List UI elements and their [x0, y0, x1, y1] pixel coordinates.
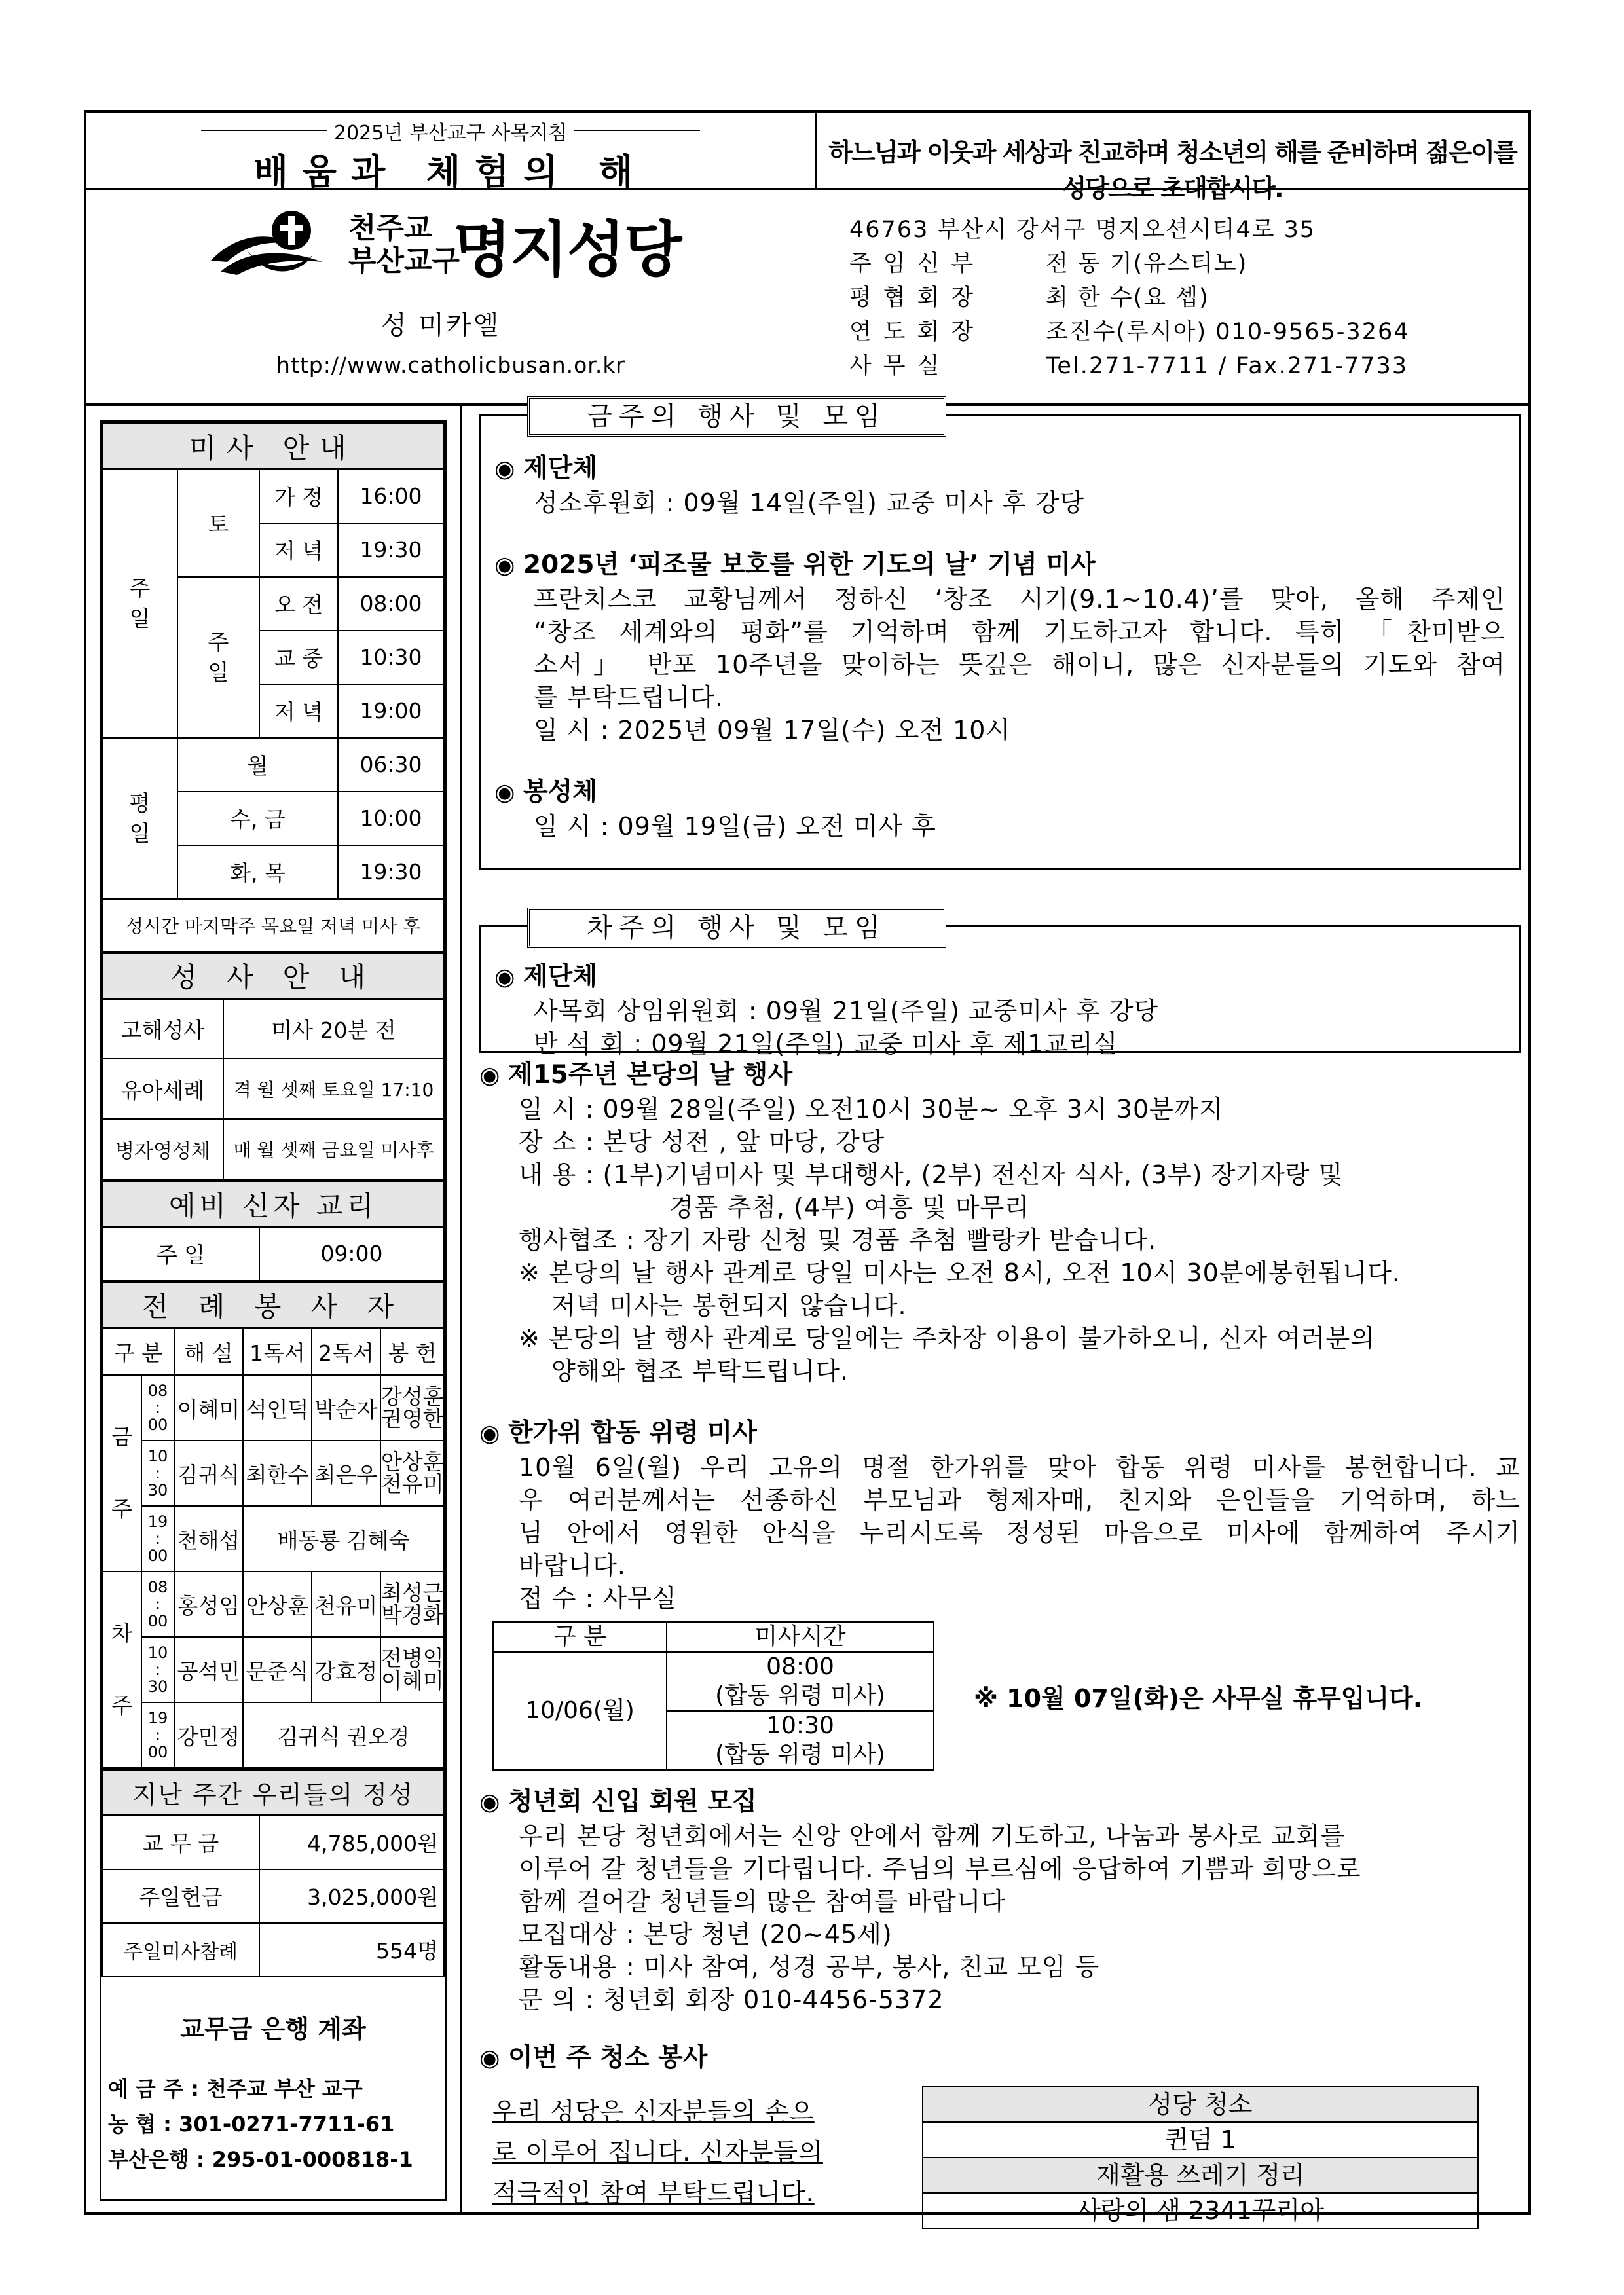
bullet-icon: ◉ [494, 779, 523, 806]
sacrament-title: 성 사 안 내 [102, 953, 444, 999]
item-text: 프란치스코 교황님께서 정하신 ‘창조 시기(9.1~10.4)’를 맞아, 올해 주제인 [534, 585, 1505, 614]
next-week-box [479, 913, 1521, 1058]
mass-title: 미사 안내 [102, 424, 444, 469]
bullet-icon: ◉ [479, 2045, 508, 2072]
liturgy-readers: 김귀식 권오경 [243, 1702, 444, 1768]
item-heading [494, 452, 1505, 487]
item-heading-text: 봉성체 [523, 777, 597, 807]
bullet-icon: ◉ [479, 1789, 508, 1816]
table-header: 구 분 [493, 1622, 667, 1652]
liturgy-title: 전 례 봉 사 자 [102, 1282, 444, 1328]
item-text: 장 소 : 본당 성전 , 앞 마당, 강당 [519, 1128, 885, 1156]
sacrament-value: 격 월 셋째 토요일 17:10 [223, 1059, 444, 1119]
item-text: 사목회 상임위원회 : 09월 21일(주일) 교중미사 후 강당 [534, 997, 1159, 1025]
mass-time: 19:00 [338, 684, 444, 738]
offering-name: 주일미사참례 [102, 1923, 259, 1977]
staff-row [849, 349, 1410, 383]
liturgy-commentator: 공석민 [174, 1637, 243, 1702]
mass-name: 저 녁 [259, 523, 338, 577]
bullet-icon: ◉ [494, 964, 523, 991]
logo-text-line1: 천주교 [348, 211, 432, 245]
item-heading [479, 2041, 1521, 2076]
mass-time: 16:00 [338, 469, 444, 523]
item-text: 일 시 : 09월 19일(금) 오전 미사 후 [534, 812, 936, 841]
sacrament-value: 매 월 셋째 금요일 미사후 [223, 1119, 444, 1179]
bank-info [101, 1977, 445, 2177]
item-text: 님 안에서 영원한 안식을 누리시도록 정성된 마음으로 미사에 함께하여 주시기 [519, 1518, 1521, 1547]
mass-name: 오 전 [259, 577, 338, 631]
sunday-label: 주 일 [102, 469, 177, 738]
chuseok-mass-table [492, 1621, 934, 1771]
liturgy-reader2: 강효정 [312, 1637, 380, 1702]
mass-slot-time: 08:00 [766, 1653, 834, 1680]
item-heading [494, 775, 1505, 810]
offering-value: 554명 [259, 1923, 444, 1977]
liturgy-time: 19 : 00 [141, 1702, 174, 1768]
bullet-icon: ◉ [494, 456, 523, 483]
item-heading-text: 2025년 ‘피조물 보호를 위한 기도의 날’ 기념 미사 [523, 550, 1096, 579]
youth-section [479, 1771, 1521, 2016]
address [849, 213, 1410, 247]
item-text: 행사협조 : 장기 자랑 신청 및 경품 추첨 빨랑카 받습니다. [519, 1226, 1157, 1255]
liturgy-reader1: 석인덕 [243, 1375, 312, 1441]
liturgy-commentator: 이혜미 [174, 1375, 243, 1441]
liturgy-time: 19 : 00 [141, 1506, 174, 1571]
liturgy-header: 해 설 [174, 1328, 243, 1375]
item-text: 활동내용 : 미사 참여, 성경 공부, 봉사, 친교 모임 등 [519, 1953, 1100, 1981]
offering-table [101, 1769, 445, 1977]
item-text: “창조 세계와의 평화”를 기억하며 함께 기도하고자 합니다. 특히 「찬미받으 [534, 617, 1505, 646]
item-heading-text: 제단체 [523, 962, 597, 991]
staff-row [849, 281, 1410, 315]
liturgy-offertory: 강성훈 권영한 [380, 1375, 444, 1441]
mass-time: 19:30 [338, 523, 444, 577]
staff-value: 조진수(루시아) 010-9565-3264 [1046, 319, 1410, 345]
liturgy-table [101, 1281, 445, 1769]
sacrament-name: 병자영성체 [102, 1119, 223, 1179]
next-week-title: 차주의 행사 및 모임 [527, 908, 946, 948]
item-text: 문 의 : 청년회 회장 010-4456-5372 [519, 1985, 944, 2014]
this-week-box [479, 401, 1521, 870]
mass-name: 화, 목 [177, 845, 338, 899]
chuseok-table-row [479, 1621, 1521, 1771]
item-text: ※ 본당의 날 행사 관계로 당일에는 주차장 이용이 불가하오니, 신자 여러분의 [519, 1324, 1375, 1353]
item-text: 10월 6일(월) 우리 고유의 명절 한가위를 맞아 합동 위령 미사를 봉헌합니다. 교 [519, 1453, 1521, 1482]
mass-slot-desc: (합동 위령 미사) [715, 1682, 885, 1709]
liturgy-reader2: 천유미 [312, 1571, 380, 1637]
bank-line: 예 금 주 : 천주교 부산 교구 [108, 2076, 363, 2101]
liturgy-commentator: 김귀식 [174, 1441, 243, 1506]
item-text: ※ 본당의 날 행사 관계로 당일 미사는 오전 8시, 오전 10시 30분에봉헌됩니다. [519, 1258, 1401, 1287]
item-heading-text: 제15주년 본당의 날 행사 [507, 1060, 793, 1090]
mass-slot-desc: (합동 위령 미사) [715, 1741, 885, 1768]
item-text: 성소후원회 : 09월 14일(주일) 교중 미사 후 강당 [534, 488, 1085, 517]
staff-row [849, 247, 1410, 281]
staff-role: 주임신부 [849, 251, 986, 277]
liturgy-reader1: 최한수 [243, 1441, 312, 1506]
church-header [86, 190, 1528, 406]
sacrament-name: 고해성사 [102, 999, 223, 1059]
top-bar [86, 113, 1528, 203]
mass-slot [667, 1711, 934, 1770]
cleaning-cell: 재활용 쓰레기 정리 [923, 2157, 1478, 2193]
staff-value: Tel.271-7711 / Fax.271-7733 [1046, 353, 1409, 379]
diocese-logo-icon [208, 210, 325, 282]
liturgy-commentator: 천해섭 [174, 1506, 243, 1571]
mass-time: 19:30 [338, 845, 444, 899]
column-divider [460, 406, 462, 2212]
liturgy-header: 2독서 [312, 1328, 380, 1375]
staff-role: 평협회장 [849, 285, 986, 311]
item-text: 일 시 : 2025년 09월 17일(수) 오전 10시 [534, 716, 1011, 744]
item-heading [494, 960, 1505, 995]
item-text: 접 수 : 사무실 [519, 1584, 677, 1613]
mass-time: 10:00 [338, 792, 444, 845]
bank-title: 교무금 은행 계좌 [180, 2014, 366, 2044]
liturgy-commentator: 홍성임 [174, 1571, 243, 1637]
cleaning-text [479, 2086, 823, 2229]
liturgy-reader1: 안상훈 [243, 1571, 312, 1637]
motto-sub-text: 2025년 부산교구 사목지침 [327, 122, 574, 145]
sacrament-name: 유아세례 [102, 1059, 223, 1119]
bullet-icon: ◉ [479, 1062, 508, 1089]
liturgy-commentator: 강민정 [174, 1702, 243, 1768]
liturgy-time: 10 : 30 [141, 1637, 174, 1702]
catechumen-table [101, 1180, 445, 1281]
item-text: 를 부탁드립니다. [534, 683, 724, 712]
item-text: 모집대상 : 본당 청년 (20~45세) [519, 1920, 893, 1949]
liturgy-reader2: 최은우 [312, 1441, 380, 1506]
table-header: 미사시간 [667, 1622, 934, 1652]
mass-time: 06:30 [338, 738, 444, 792]
staff-role: 사무실 [849, 353, 951, 379]
office-closed-note: ※ 10월 07일(화)은 사무실 휴무입니다. [974, 1683, 1423, 1713]
chuseok-section [479, 1387, 1521, 1771]
mass-time: 10:30 [338, 631, 444, 684]
item-text: 함께 걸어갈 청년들의 많은 참여를 바랍니다 [519, 1887, 1006, 1916]
item-text: 내 용 : (1부)기념미사 및 부대행사, (2부) 전신자 식사, (3부) 장기자랑 및 [519, 1160, 1344, 1189]
liturgy-readers: 배동룡 김혜숙 [243, 1506, 444, 1571]
bullet-icon: ◉ [494, 552, 523, 579]
mass-time: 08:00 [338, 577, 444, 631]
item-text: 우리 본당 청년회에서는 신앙 안에서 함께 기도하고, 나눔과 봉사로 교회를 [519, 1822, 1346, 1850]
item-heading [494, 548, 1505, 583]
offering-value: 4,785,000원 [259, 1816, 444, 1869]
diocese-url[interactable]: http://www.catholicbusan.or.kr [276, 352, 625, 378]
motto-box [86, 113, 817, 193]
catechumen-time: 09:00 [259, 1227, 444, 1281]
staff-value: 최 한 수(요 셉) [1046, 285, 1209, 311]
liturgy-header: 봉 헌 [380, 1328, 444, 1375]
cleaning-section [479, 2016, 1521, 2229]
item-heading [479, 1058, 1521, 1093]
liturgy-reader1: 문준식 [243, 1637, 312, 1702]
item-heading [479, 1785, 1521, 1820]
liturgy-offertory: 최성근 박경화 [380, 1571, 444, 1637]
mass-name: 저 녁 [259, 684, 338, 738]
logo-text-line2: 부산교구 [348, 244, 460, 278]
main-content [479, 401, 1521, 2229]
church-info [849, 213, 1410, 383]
liturgy-time: 08 : 00 [141, 1375, 174, 1441]
item-text: 우 여러분께서는 선종하신 부모님과 형제자매, 친지와 은인들을 기억하며, 하느 [519, 1486, 1521, 1515]
item-heading [479, 1416, 1521, 1451]
next-week-label: 차 주 [102, 1571, 141, 1768]
item-text: 일 시 : 09월 28일(주일) 오전10시 30분~ 오후 3시 30분까지 [519, 1095, 1224, 1124]
mass-slot [667, 1652, 934, 1711]
cleaning-row [479, 2086, 1521, 2229]
address-text: 46763 부산시 강서구 명지오션시티4로 35 [849, 217, 1316, 243]
cleaning-line: 적극적인 참여 부탁드립니다. [492, 2178, 815, 2207]
patron-saint: 성 미카엘 [381, 310, 501, 340]
saturday-label: 토 [177, 469, 259, 577]
church-name: 명지성당 [453, 215, 681, 285]
bullet-icon: ◉ [479, 1420, 508, 1447]
sacrament-value: 미사 20분 전 [223, 999, 444, 1059]
weekday-label: 평 일 [102, 738, 177, 899]
liturgy-time: 10 : 30 [141, 1441, 174, 1506]
staff-row [849, 315, 1410, 349]
motto-sub [86, 117, 815, 145]
sidebar [100, 420, 447, 2201]
catechumen-day: 주 일 [102, 1227, 259, 1281]
offering-name: 주일헌금 [102, 1869, 259, 1923]
item-text: 이루어 갈 청년들을 기다립니다. 주님의 부르심에 응답하여 기쁨과 희망으로 [519, 1854, 1361, 1883]
item-text: 저녁 미사는 봉헌되지 않습니다. [551, 1291, 907, 1320]
offering-name: 교 무 금 [102, 1816, 259, 1869]
offering-value: 3,025,000원 [259, 1869, 444, 1923]
anniversary-section [479, 1053, 1521, 1387]
item-heading-text: 제단체 [523, 454, 597, 483]
catechumen-title: 예비 신자 교리 [102, 1181, 444, 1227]
cleaning-table [922, 2086, 1479, 2229]
mass-date: 10/06(월) [493, 1652, 667, 1770]
holy-hour-note: 성시간 마지막주 목요일 저녁 미사 후 [102, 899, 444, 951]
staff-role: 연도회장 [849, 319, 986, 345]
item-text: 경품 추첨, (4부) 여흥 및 마무리 [669, 1193, 1030, 1222]
cleaning-cell: 성당 청소 [923, 2087, 1478, 2122]
liturgy-offertory: 안상훈 천유미 [380, 1441, 444, 1506]
item-heading-text: 청년회 신입 회원 모집 [507, 1787, 757, 1816]
this-week-label: 금 주 [102, 1375, 141, 1571]
mass-name: 가 정 [259, 469, 338, 523]
item-text: 양해와 협조 부탁드립니다. [551, 1357, 849, 1386]
offering-title: 지난 주간 우리들의 정성 [102, 1770, 444, 1816]
item-text: 바랍니다. [519, 1551, 626, 1580]
item-heading-text: 이번 주 청소 봉사 [507, 2043, 708, 2072]
cleaning-cell: 퀸덤 1 [923, 2122, 1478, 2157]
item-text: 소서」 반포 10주년을 맞이하는 뜻깊은 해이니, 많은 신자분들의 기도와 참여 [534, 650, 1505, 679]
this-week-title: 금주의 행사 및 모임 [527, 396, 946, 437]
liturgy-header: 1독서 [243, 1328, 312, 1375]
liturgy-offertory: 전병익 이혜미 [380, 1637, 444, 1702]
mass-schedule-table [101, 422, 445, 952]
cleaning-line: 로 이루어 집니다. 신자분들의 [492, 2138, 823, 2167]
mass-name: 교 중 [259, 631, 338, 684]
liturgy-time: 08 : 00 [141, 1571, 174, 1637]
sun-label: 주 일 [177, 577, 259, 738]
bank-line: 부산은행 : 295-01-000818-1 [108, 2146, 413, 2172]
mass-name: 수, 금 [177, 792, 338, 845]
sacrament-table [101, 952, 445, 1181]
cleaning-cell: 사랑의 샘 2341꾸리아 [923, 2193, 1478, 2228]
item-heading-text: 한가위 합동 위령 미사 [507, 1418, 757, 1448]
bulletin-frame [84, 110, 1531, 2225]
staff-value: 전 동 기(유스티노) [1046, 251, 1248, 277]
mass-name: 월 [177, 738, 338, 792]
slogan: 하느님과 이웃과 세상과 친교하며 청소년의 해를 준비하며 젊은이를 성당으로 초대합시다. [828, 138, 1517, 203]
mass-slot-time: 10:30 [766, 1712, 834, 1739]
motto-main: 배움과 체험의 해 [253, 151, 648, 193]
bank-line: 농 협 : 301-0271-7711-61 [108, 2111, 395, 2137]
item-text: 반 석 회 : 09월 21일(주일) 교중 미사 후 제1교리실 [534, 1029, 1118, 1058]
cleaning-line: 우리 성당은 신자분들의 손으 [492, 2097, 815, 2126]
liturgy-header: 구 분 [102, 1328, 174, 1375]
liturgy-reader2: 박순자 [312, 1375, 380, 1441]
